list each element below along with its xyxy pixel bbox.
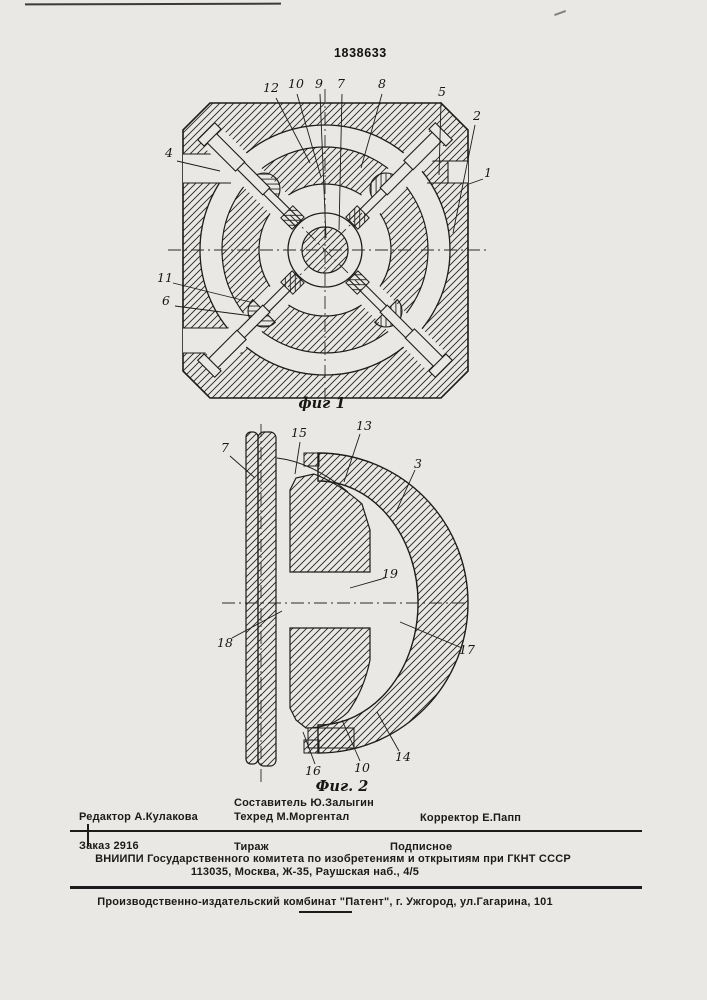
- fig1-callout-9: 9: [315, 76, 323, 91]
- fig1-callout-7: 7: [337, 76, 345, 91]
- fig1-callout-11: 11: [157, 270, 173, 285]
- imprint-committee: ВНИИПИ Государственного комитета по изобретениям и открытиям при ГКНТ СССР: [95, 853, 571, 865]
- fig2-top-step: [304, 453, 319, 466]
- scan-top-line: [25, 3, 281, 6]
- fig1-callout-1: 1: [484, 165, 492, 180]
- fig2-callout-3: 3: [414, 456, 422, 471]
- fig2-callout-13: 13: [356, 420, 372, 433]
- fig2-callout-18: 18: [217, 635, 233, 650]
- scan-speck: [554, 10, 566, 16]
- imprint-address: 113035, Москва, Ж-35, Раушская наб., 4/5: [190, 866, 420, 878]
- imprint-order-number: Заказ 2916: [79, 840, 139, 852]
- imprint-divider-top: [70, 830, 642, 832]
- fig1-callout-6: 6: [162, 293, 170, 308]
- publisher-underline: [299, 911, 352, 913]
- imprint-tech-editor: Техред М.Моргентал: [234, 811, 350, 823]
- figure-2-drawing: [200, 420, 480, 800]
- imprint-compositor: Составитель Ю.Залыгин: [234, 797, 374, 809]
- imprint-editor: Редактор А.Кулакова: [79, 811, 198, 823]
- figure-1-drawing: [150, 75, 500, 420]
- imprint-corrector: Корректор Е.Папп: [420, 812, 522, 824]
- patent-number: 1838633: [334, 46, 387, 60]
- fig2-callout-15: 15: [291, 425, 307, 440]
- fig1-callout-4: 4: [165, 145, 173, 160]
- fig2-callout-7: 7: [221, 440, 229, 455]
- imprint-divider-bottom: [70, 886, 642, 889]
- imprint-subscription: Подписное: [390, 841, 453, 853]
- imprint-publisher: Производственно-издательский комбинат "Патент", г. Ужгород, ул.Гагарина, 101: [97, 896, 553, 908]
- fig1-callout-10: 10: [288, 76, 304, 91]
- fig2-callout-10: 10: [354, 760, 370, 775]
- fig2-callout-17: 17: [459, 642, 475, 657]
- imprint-tirage: Тираж: [234, 841, 269, 853]
- fig2-callout-19: 19: [382, 566, 398, 581]
- fig2-callout-16: 16: [305, 763, 321, 778]
- fig2-callout-14: 14: [395, 749, 411, 764]
- fig1-callout-2: 2: [473, 108, 481, 123]
- fig2-hub-lower: [290, 628, 370, 728]
- fig1-callout-8: 8: [378, 76, 386, 91]
- fig1-callout-5: 5: [438, 84, 446, 99]
- fig1-caption: фиг 1: [298, 395, 346, 412]
- fig2-caption: Фиг. 2: [315, 778, 369, 795]
- fig1-callout-12: 12: [263, 80, 279, 95]
